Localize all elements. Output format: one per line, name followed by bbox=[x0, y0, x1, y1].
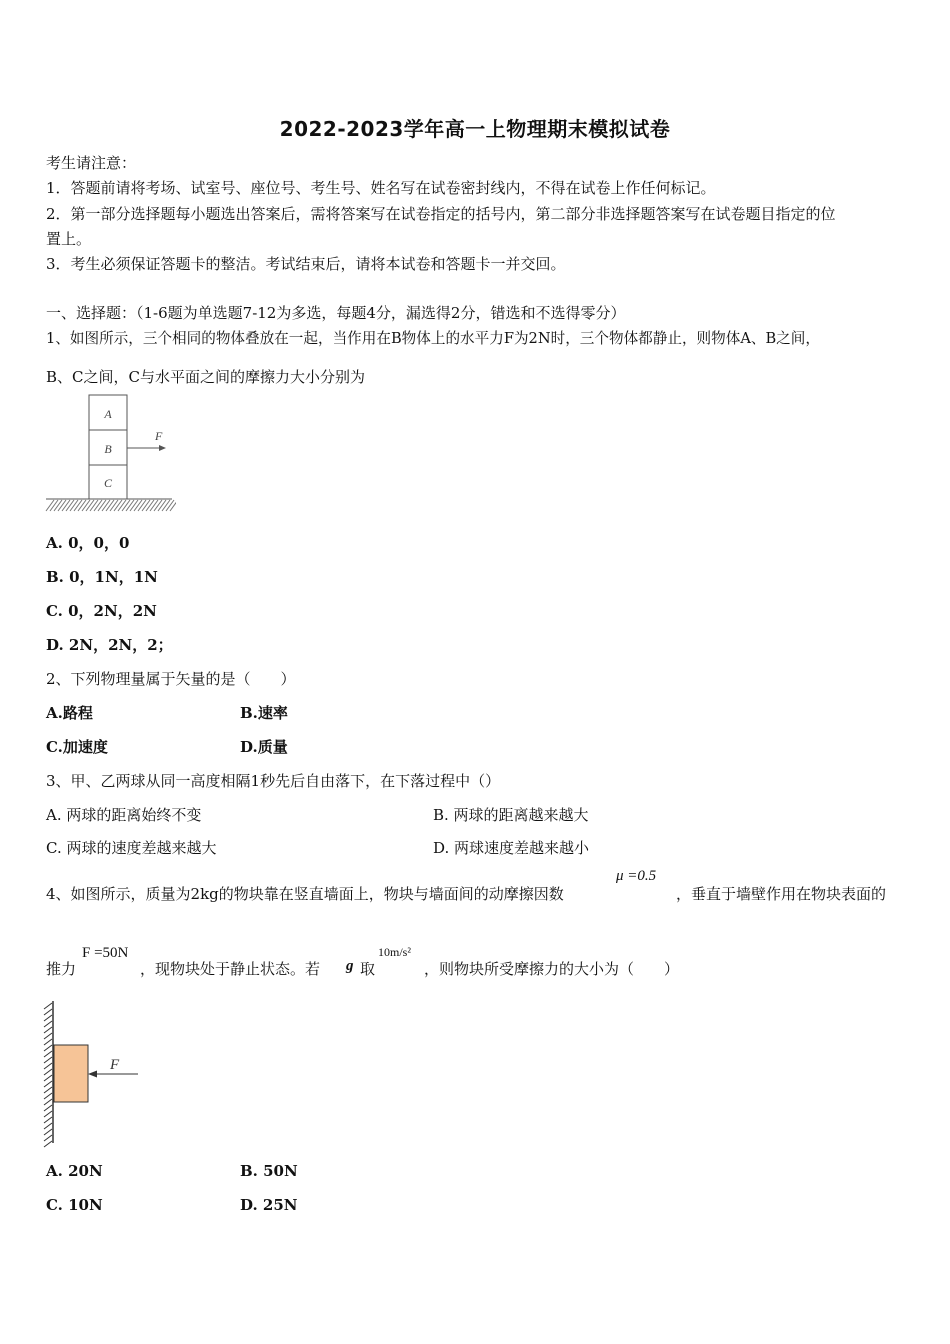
q4-stem-part6: ，则物块所受摩擦力的大小为（ ） bbox=[424, 960, 680, 978]
hatch-stroke bbox=[54, 500, 62, 511]
hatch-stroke bbox=[44, 1081, 52, 1087]
hatch-stroke bbox=[44, 1015, 52, 1021]
q4-option-d[interactable]: D. 25N bbox=[240, 1196, 298, 1214]
hatch-stroke bbox=[44, 1039, 52, 1045]
q2-stem: 2、下列物理量属于矢量的是（ ） bbox=[46, 670, 296, 688]
hatch-stroke bbox=[44, 1141, 52, 1147]
q3-stem: 3、甲、乙两球从同一高度相隔1秒先后自由落下，在下落过程中（） bbox=[46, 772, 501, 790]
hatch-stroke bbox=[44, 1093, 52, 1099]
q4-g-symbol: g bbox=[346, 958, 354, 974]
q2-option-a[interactable]: A.路程 bbox=[46, 704, 93, 722]
hatch-stroke bbox=[122, 500, 130, 511]
q3-option-a[interactable]: A. 两球的距离始终不变 bbox=[46, 806, 202, 824]
hatch-stroke bbox=[162, 500, 170, 511]
wall-block bbox=[54, 1045, 88, 1102]
hatch-stroke bbox=[44, 1027, 52, 1033]
hatch-stroke bbox=[44, 1105, 52, 1111]
block-c-label: C bbox=[103, 476, 113, 490]
q4-stem-part1: 4、如图所示，质量为2kg的物块靠在竖直墙面上，物块与墙面间的动摩擦因数 bbox=[46, 885, 564, 903]
hatch-stroke bbox=[44, 1099, 52, 1105]
q1-option-a[interactable]: A. 0，0，0 bbox=[46, 534, 130, 552]
hatch-stroke bbox=[44, 1021, 52, 1027]
hatch-stroke bbox=[98, 500, 106, 511]
hatch-stroke bbox=[70, 500, 78, 511]
hatch-stroke bbox=[134, 500, 142, 511]
hatch-stroke bbox=[44, 1009, 52, 1015]
push-arrow-head bbox=[88, 1071, 97, 1078]
q2-option-c[interactable]: C.加速度 bbox=[46, 738, 108, 756]
block-b-label: B bbox=[104, 442, 112, 456]
hatch-stroke bbox=[46, 500, 54, 511]
q4-option-c[interactable]: C. 10N bbox=[46, 1196, 103, 1214]
ground-hatch bbox=[46, 500, 176, 511]
notice-item: 2．第一部分选择题每小题选出答案后，需将答案写在试卷指定的括号内，第二部分非选择题答案写在试卷题目指定的位 bbox=[46, 205, 836, 223]
force-label: F bbox=[155, 429, 163, 443]
q4-option-b[interactable]: B. 50N bbox=[240, 1162, 298, 1180]
q1-option-c[interactable]: C. 0，2N，2N bbox=[46, 602, 157, 620]
hatch-stroke bbox=[44, 1123, 52, 1129]
hatch-stroke bbox=[44, 1003, 52, 1009]
hatch-stroke bbox=[44, 1087, 52, 1093]
q1-stacked-blocks-figure bbox=[44, 393, 176, 515]
hatch-stroke bbox=[150, 500, 158, 511]
hatch-stroke bbox=[158, 500, 166, 511]
hatch-stroke bbox=[138, 500, 146, 511]
q4-mu-formula: μ =0.5 bbox=[616, 868, 657, 884]
hatch-stroke bbox=[62, 500, 70, 511]
q3-option-b[interactable]: B. 两球的距离越来越大 bbox=[433, 806, 589, 824]
hatch-stroke bbox=[78, 500, 86, 511]
hatch-stroke bbox=[66, 500, 74, 511]
q4-g-value: 10m/s² bbox=[378, 945, 411, 959]
hatch-stroke bbox=[90, 500, 98, 511]
hatch-stroke bbox=[44, 1057, 52, 1063]
q1-option-d[interactable]: D. 2N，2N，2； bbox=[46, 636, 173, 654]
hatch-stroke bbox=[44, 1111, 52, 1117]
hatch-stroke bbox=[94, 500, 102, 511]
hatch-stroke bbox=[146, 500, 154, 511]
q4-stem-part2: ，垂直于墙壁作用在物块表面的 bbox=[676, 885, 887, 903]
hatch-stroke bbox=[44, 1051, 52, 1057]
push-force-label: F bbox=[110, 1057, 120, 1073]
hatch-stroke bbox=[166, 500, 174, 511]
q4-stem-part3: 推力 bbox=[46, 960, 77, 978]
q1-stem-line1: 1、如图所示，三个相同的物体叠放在一起，当作用在B物体上的水平力F为2N时，三个物体都静止，则物体A、B之间， bbox=[46, 330, 820, 347]
hatch-stroke bbox=[110, 500, 118, 511]
q2-option-b[interactable]: B.速率 bbox=[240, 704, 288, 722]
q4-force-formula: F =50N bbox=[82, 945, 129, 961]
hatch-stroke bbox=[44, 1069, 52, 1075]
hatch-stroke bbox=[44, 1033, 52, 1039]
q4-stem-part5: 取 bbox=[360, 960, 376, 978]
hatch-stroke bbox=[130, 500, 138, 511]
hatch-stroke bbox=[44, 1075, 52, 1081]
page-title: 2022-2023学年高一上物理期末模拟试卷 bbox=[279, 117, 671, 141]
hatch-stroke bbox=[102, 500, 110, 511]
notice-heading: 考生请注意： bbox=[46, 154, 137, 172]
force-arrow-head bbox=[159, 445, 166, 451]
notice-item: 1．答题前请将考场、试室号、座位号、考生号、姓名写在试卷密封线内，不得在试卷上作任何标记。 bbox=[46, 179, 716, 197]
wall-hatch bbox=[44, 1003, 52, 1147]
notice-item: 置上。 bbox=[46, 230, 92, 248]
q4-wall-block-figure bbox=[40, 998, 146, 1148]
hatch-stroke bbox=[106, 500, 114, 511]
hatch-stroke bbox=[86, 500, 94, 511]
q4-stem-part4: ，现物块处于静止状态。若 bbox=[140, 960, 321, 978]
hatch-stroke bbox=[58, 500, 66, 511]
hatch-stroke bbox=[74, 500, 82, 511]
hatch-stroke bbox=[154, 500, 162, 511]
notice-item: 3．考生必须保证答题卡的整洁。考试结束后，请将本试卷和答题卡一并交回。 bbox=[46, 255, 566, 273]
q3-option-d[interactable]: D. 两球速度差越来越小 bbox=[433, 839, 590, 857]
hatch-stroke bbox=[118, 500, 126, 511]
hatch-stroke bbox=[50, 500, 58, 511]
hatch-stroke bbox=[82, 500, 90, 511]
hatch-stroke bbox=[142, 500, 150, 511]
q1-option-b[interactable]: B. 0，1N，1N bbox=[46, 568, 158, 586]
q4-option-a[interactable]: A. 20N bbox=[46, 1162, 103, 1180]
hatch-stroke bbox=[44, 1045, 52, 1051]
q2-option-d[interactable]: D.质量 bbox=[240, 738, 288, 756]
hatch-stroke bbox=[44, 1135, 52, 1141]
section-heading: 一、选择题：（1-6题为单选题7-12为多选，每题4分，漏选得2分，错选和不选得零分） bbox=[46, 304, 626, 322]
block-a-label: A bbox=[104, 407, 112, 421]
hatch-stroke bbox=[126, 500, 134, 511]
q1-stem-line2: B、C之间，C与水平面之间的摩擦力大小分别为 bbox=[46, 368, 365, 386]
hatch-stroke bbox=[114, 500, 122, 511]
q3-option-c[interactable]: C. 两球的速度差越来越大 bbox=[46, 839, 217, 857]
hatch-stroke bbox=[44, 1063, 52, 1069]
hatch-stroke bbox=[44, 1129, 52, 1135]
hatch-stroke bbox=[44, 1117, 52, 1123]
